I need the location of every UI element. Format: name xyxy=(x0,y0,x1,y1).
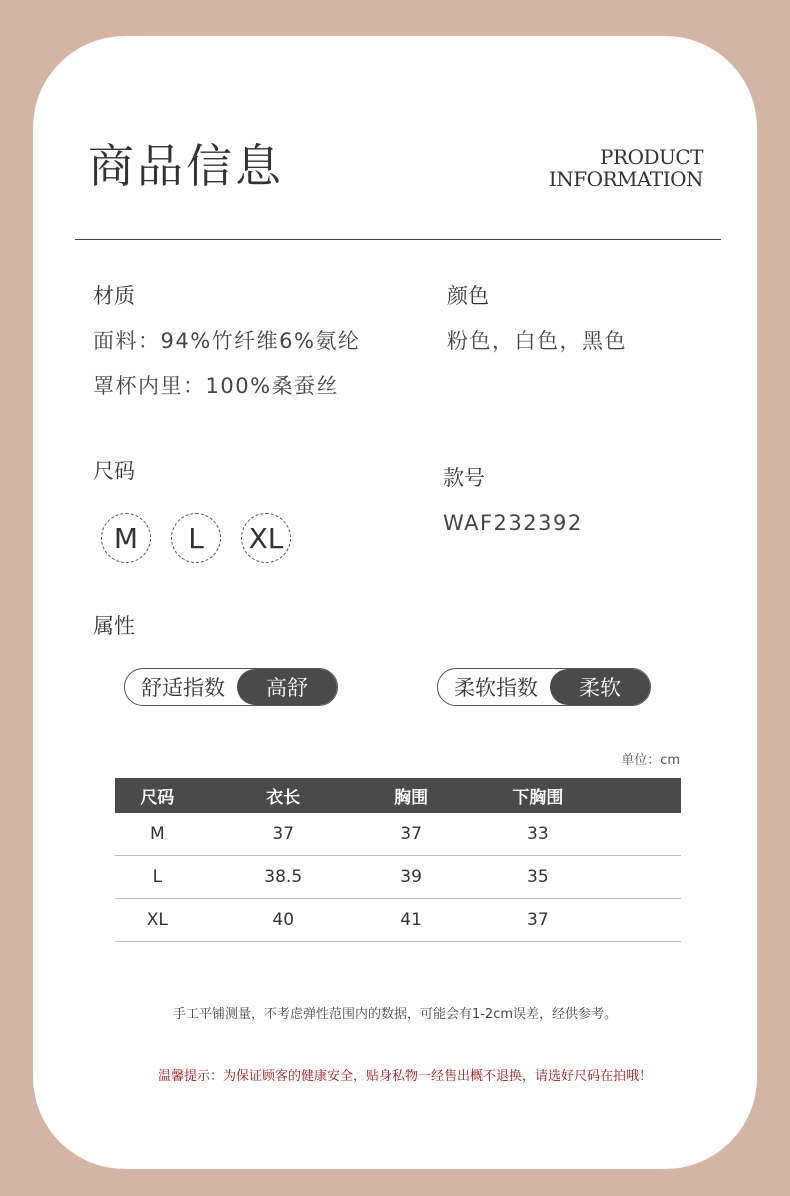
softness-index-value: 柔软 xyxy=(550,669,650,705)
table-cell xyxy=(620,813,681,856)
info-card xyxy=(33,36,757,1169)
style-no-value: WAF232392 xyxy=(443,511,583,535)
table-cell: 35 xyxy=(455,856,620,899)
size-option-l[interactable]: L xyxy=(171,513,221,563)
softness-index-pill xyxy=(437,668,651,706)
table-row xyxy=(115,813,681,856)
table-cell: 37 xyxy=(367,813,456,856)
page-title: 商品信息 xyxy=(88,139,284,193)
size-option-m[interactable]: M xyxy=(101,513,151,563)
table-cell: L xyxy=(115,856,200,899)
table-cell xyxy=(620,856,681,899)
softness-index-name: 柔软指数 xyxy=(454,676,538,700)
table-cell: XL xyxy=(115,899,200,942)
size-table xyxy=(115,778,681,942)
comfort-index-value: 高舒 xyxy=(237,669,337,705)
style-no-label: 款号 xyxy=(443,466,485,490)
comfort-index-name: 舒适指数 xyxy=(141,676,225,700)
table-row xyxy=(115,856,681,899)
column-header-empty xyxy=(620,778,681,813)
table-cell: 33 xyxy=(455,813,620,856)
color-value: 粉色，白色，黑色 xyxy=(447,329,627,353)
table-cell: 41 xyxy=(367,899,456,942)
material-label: 材质 xyxy=(93,284,135,308)
column-header-bust: 胸围 xyxy=(367,778,456,813)
table-cell: 37 xyxy=(200,813,367,856)
size-option-xl[interactable]: XL xyxy=(241,513,291,563)
table-cell: 39 xyxy=(367,856,456,899)
table-cell: 38.5 xyxy=(200,856,367,899)
column-header-underbust: 下胸围 xyxy=(455,778,620,813)
comfort-index-pill xyxy=(124,668,338,706)
unit-label: 单位：cm xyxy=(621,753,680,768)
table-cell xyxy=(620,899,681,942)
color-label: 颜色 xyxy=(447,284,489,308)
header-divider xyxy=(75,239,721,240)
table-cell: 37 xyxy=(455,899,620,942)
measurement-note: 手工平铺测量，不考虑弹性范围内的数据，可能会有1-2cm误差，经供参考。 xyxy=(172,1007,618,1022)
table-row xyxy=(115,899,681,942)
fabric-value: 面料：94%竹纤维6%氨纶 xyxy=(93,329,361,353)
table-cell: M xyxy=(115,813,200,856)
return-policy-warning: 温馨提示：为保证顾客的健康安全，贴身私物一经售出概不退换，请选好尺码在拍哦！ xyxy=(157,1069,652,1084)
attributes-label: 属性 xyxy=(93,614,135,638)
lining-value: 罩杯内里：100%桑蚕丝 xyxy=(93,374,340,398)
column-header-length: 衣长 xyxy=(200,778,367,813)
title-en-line2: INFORMATION xyxy=(548,167,703,191)
page-title-en xyxy=(549,146,703,190)
title-en-line1: PRODUCT xyxy=(600,145,703,169)
column-header-size: 尺码 xyxy=(115,778,200,813)
size-label: 尺码 xyxy=(93,459,135,483)
table-header-row xyxy=(115,778,681,813)
table-cell: 40 xyxy=(200,899,367,942)
